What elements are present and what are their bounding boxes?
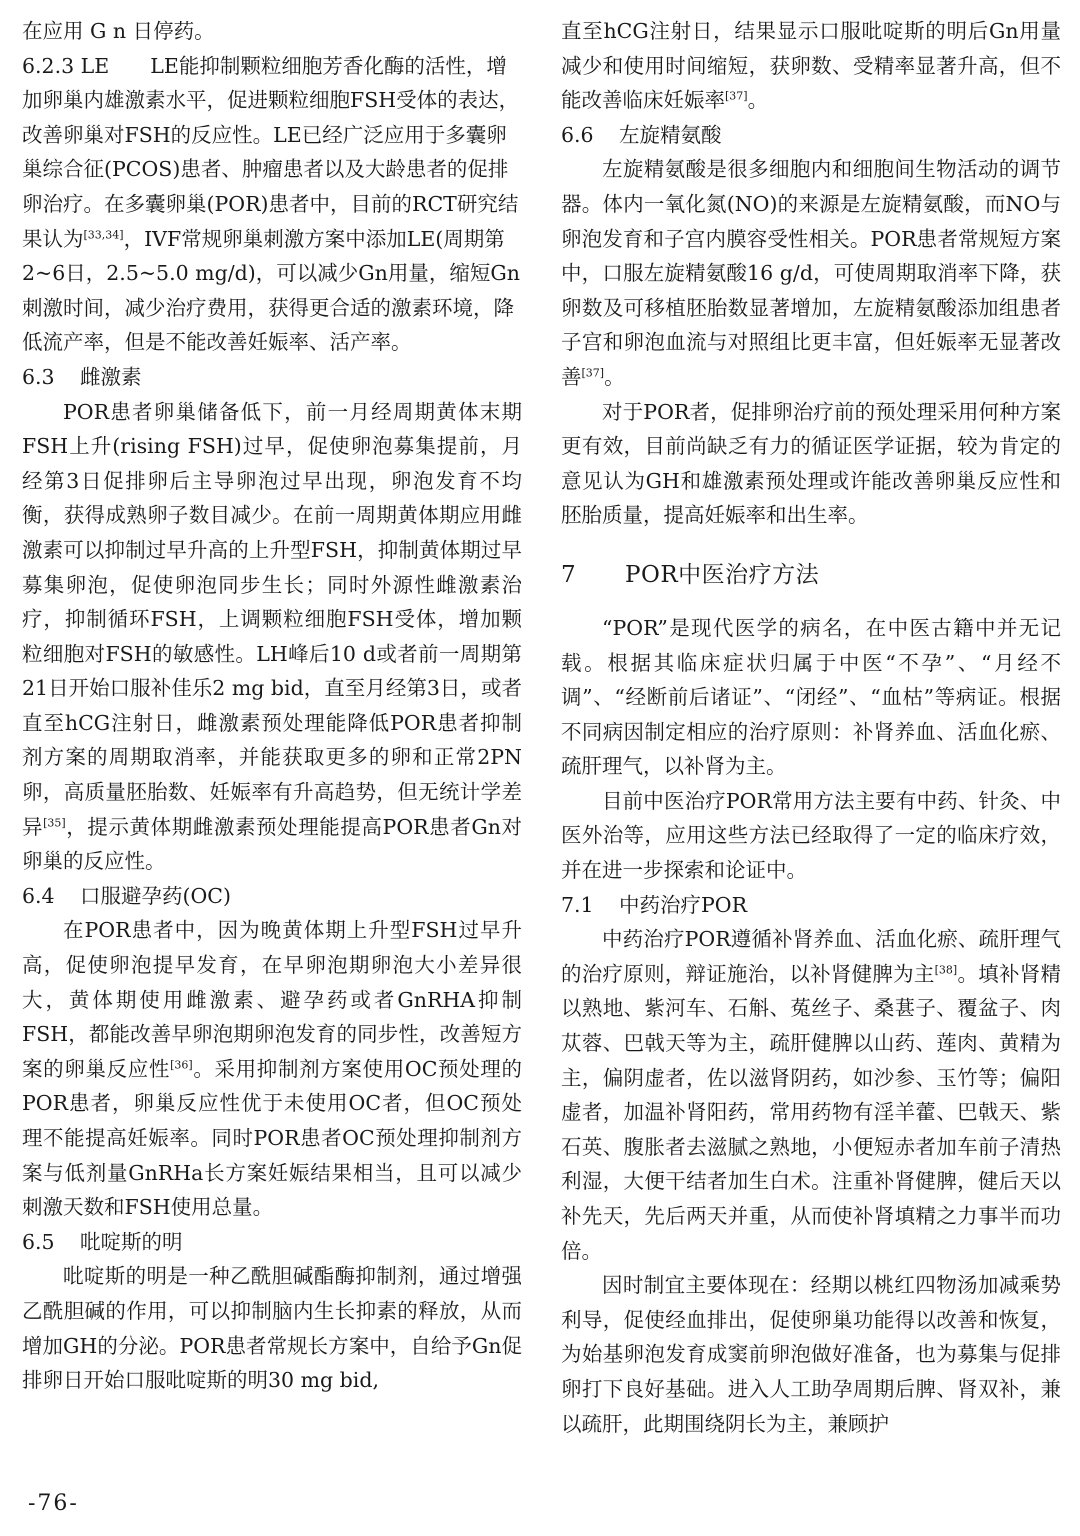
section-7-1-para-2: 因时制宜主要体现在：经期以桃红四物汤加减乘势利导，促使经血排出，促使卵巢功能得以改善和恢复，为始基卵泡发育成窦前卵泡做好准备，也为募集与促排卵打下良好基础。进入人工助孕周期后脾、肾双补，兼以疏肝，此期围绕阴长为主，兼顾护 [561, 1273, 1061, 1436]
section-6-6-text-a: 左旋精氨酸是很多细胞内和细胞间生物活动的调节器。体内一氧化氮(NO)的来源是左旋精氨酸，而NO与卵泡发育和子宫内膜容受性相关。POR患者常规短方案中，口服左旋精氨酸16 g/d，可使周期取消率下降，获卵数及可移植胚胎数显著增加，左旋精氨酸添加组患者子宫和卵泡血流与对照组比更丰富，但妊娠率无显著改善 [561, 157, 1061, 389]
section-7-number: 7 [561, 561, 577, 588]
citation-33-34: [33,34] [83, 227, 124, 241]
section-6-3-text-a: POR患者卵巢储备低下，前一月经周期黄体末期FSH上升(rising FSH)过早，促使卵泡募集提前，月经第3日促排卵后主导卵泡过早出现，卵泡发育不均衡，获得成熟卵子数目减少。在前一周期黄体期应用雌激素可以抑制过早升高的上升型FSH，抑制黄体期过早募集卵泡，促使卵泡同步生长；同时外源性雌激素治疗，抑制循环FSH，上调颗粒细胞FSH受体，增加颗粒细胞对FSH的敏感性。LH峰后10 d或者前一周期第21日开始口服补佳乐2 mg bid，直至月经第3日，或者直至hCG注射日，雌激素预处理能降低POR患者抑制剂方案的周期取消率，并能获取更多的卵和正常2PN卵，高质量胚胎数、妊娠率有升高趋势，但无统计学差异 [22, 399, 522, 839]
continued-paragraph: 在应用 G n 日停药。 [22, 19, 215, 43]
section-6-3-title: 雌激素 [80, 364, 142, 389]
left-column [22, 14, 522, 1398]
section-6-6-number: 6.6 [561, 122, 594, 147]
section-6-2-3 [22, 49, 522, 360]
section-7-para-1: “POR”是现代医学的病名，在中医古籍中并无记载。根据其临床症状归属于中医“不孕”、“月经不调”、“经断前后诸证”、“闭经”、“血枯”等病证。根据不同病因制定相应的治疗原则：补肾养血、活血化瘀、疏肝理气，以补肾为主。 [561, 615, 1061, 779]
section-6-2-3-text-b: ，IVF常规卵巢刺激方案中添加LE(周期第2~6日，2.5~5.0 mg/d)，可以减少Gn用量，缩短Gn刺激时间，减少治疗费用，获得更合适的激素环境，降低流产率，但是不能改善妊娠率、活产率。 [22, 226, 520, 355]
section-6-4-text-a: 在POR患者中，因为晚黄体期上升型FSH过早升高，促使卵泡提早发育，在早卵泡期卵泡大小差异很大，黄体期使用雌激素、避孕药或者GnRHA抑制FSH，都能改善早卵泡期卵泡发育的同步性，改善短方案的卵巢反应性 [22, 918, 522, 1081]
citation-35: [35] [43, 815, 66, 829]
citation-37-a: [37] [725, 89, 748, 103]
section-7-para-2: 目前中医治疗POR常用方法主要有中药、针灸、中医外治等，应用这些方法已经取得了一定的临床疗效，并在进一步探索和论证中。 [561, 788, 1061, 883]
section-6-3-heading [22, 360, 522, 395]
section-6-6-body [561, 152, 1061, 394]
section-6-3-number: 6.3 [22, 364, 55, 389]
continued-text-a: 直至hCG注射日，结果显示口服吡啶斯的明后Gn用量减少和使用时间缩短，获卵数、受精率显著升高，但不能改善临床妊娠率 [561, 19, 1061, 113]
section-6-2-3-number: 6.2.3 LE [22, 53, 110, 78]
section-6-6-text-b: 。 [604, 364, 625, 389]
section-6-4-heading [22, 879, 522, 914]
section-6-4-text-b: 。采用抑制剂方案使用OC预处理的POR患者，卵巢反应性优于未使用OC者，但OC预处理不能提高妊娠率。同时POR患者OC预处理抑制剂方案与低剂量GnRHa长方案妊娠结果相当，且可以减少刺激天数和FSH使用总量。 [22, 1056, 523, 1220]
section-6-6-title: 左旋精氨酸 [619, 122, 722, 147]
section-6-4-title: 口服避孕药(OC) [80, 883, 231, 908]
section-6-5-heading [22, 1225, 522, 1260]
section-7-1-title: 中药治疗POR [619, 892, 748, 917]
section-6-6-summary: 对于POR者，促排卵治疗前的预处理采用何种方案更有效，目前尚缺乏有力的循证医学证据，较为肯定的意见认为GH和雄激素预处理或许能改善卵巢反应性和胚胎质量，提高妊娠率和出生率。 [561, 399, 1061, 528]
section-6-5-body: 吡啶斯的明是一种乙酰胆碱酯酶抑制剂，通过增强乙酰胆碱的作用，可以抑制脑内生长抑素的释放，从而增加GH的分泌。POR患者常规长方案中，自给予Gn促排卵日开始口服吡啶斯的明30 mg bid, [22, 1264, 522, 1393]
citation-37-b: [37] [581, 366, 605, 380]
page-number: -76- [28, 1491, 79, 1516]
continued-text-b: 。 [747, 88, 769, 113]
section-6-3-text-b: ，提示黄体期雌激素预处理能提高POR患者Gn对卵巢的反应性。 [22, 814, 522, 874]
section-7-1-text-b: 。填补肾精以熟地、紫河车、石斛、菟丝子、桑葚子、覆盆子、肉苁蓉、巴戟天等为主，疏肝健脾以山药、莲肉、黄精为主，偏阴虚者，佐以滋肾阴药，如沙参、玉竹等；偏阳虚者，加温补肾阳药，常用药物有淫羊藿、巴戟天、紫石英、腹胀者去滋腻之熟地，小便短赤者加车前子清热利湿，大便干结者加生白术。注重补肾健脾，健后天以补先天，先后两天并重，从而使补肾填精之力事半而功倍。 [561, 961, 1062, 1263]
citation-36: [36] [170, 1058, 193, 1072]
section-7-1-text-a: 中药治疗POR遵循补肾养血、活血化瘀、疏肝理气的治疗原则，辩证施治，以补肾健脾为主 [561, 927, 1061, 986]
section-7-1-heading [561, 888, 1061, 923]
section-7-1-body [561, 922, 1061, 1268]
section-6-4-number: 6.4 [22, 883, 55, 908]
section-6-3-body [22, 395, 522, 879]
section-6-2-3-text-a: LE能抑制颗粒细胞芳香化酶的活性，增加卵巢内雄激素水平，促进颗粒细胞FSH受体的表达，改善卵巢对FSH的反应性。LE已经广泛应用于多囊卵巢综合征(PCOS)患者、肿瘤患者以及大龄患者的促排卵治疗。在多囊卵巢(POR)患者中，目前的RCT研究结果认为 [22, 53, 520, 251]
section-7-heading [561, 555, 1061, 595]
section-7-title: POR中医治疗方法 [625, 561, 820, 588]
section-6-5-title: 吡啶斯的明 [80, 1229, 183, 1254]
right-column [561, 14, 1061, 1441]
citation-38: [38] [934, 963, 958, 977]
section-6-4-body [22, 913, 522, 1224]
section-6-6-heading [561, 118, 1061, 153]
section-6-5-number: 6.5 [22, 1229, 55, 1254]
section-7-1-number: 7.1 [561, 892, 594, 917]
continued-paragraph-right [561, 14, 1061, 118]
